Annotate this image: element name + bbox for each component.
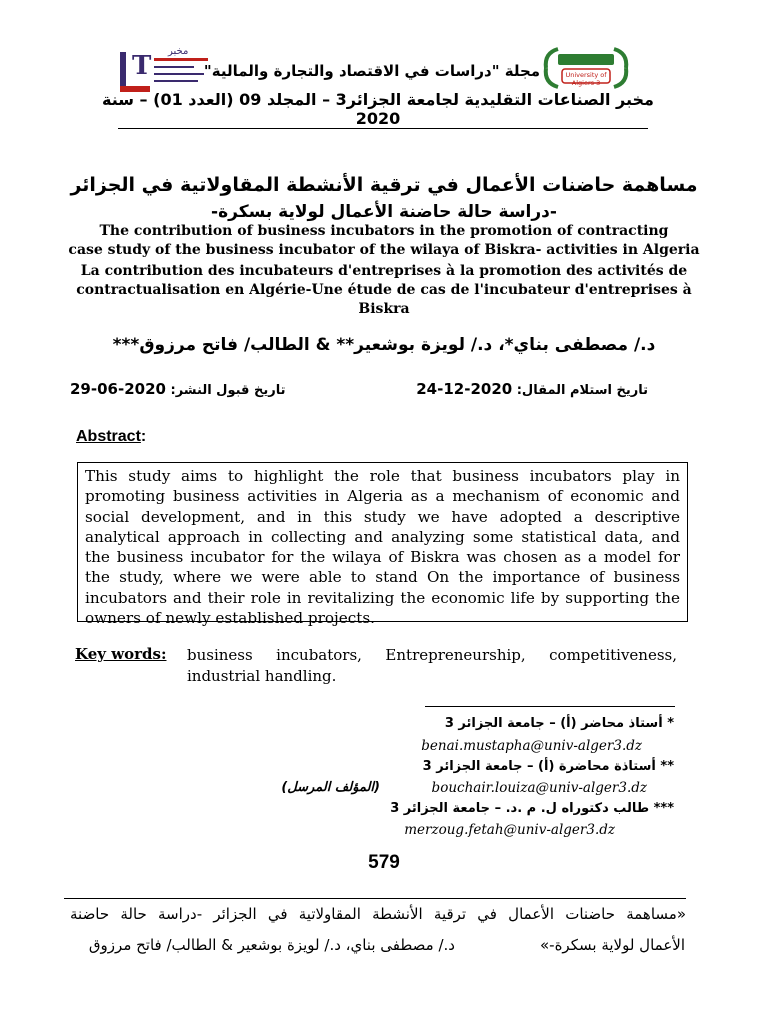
article-dates	[70, 380, 648, 398]
footnote-email-1[interactable]: benai.mustapha@univ-alger3.dz	[421, 738, 642, 754]
page-number: 579	[368, 852, 400, 873]
title-english-line: The contribution of business incubators in the promotion of contracting	[99, 223, 669, 239]
footnote-mark: ***	[653, 801, 674, 816]
abstract-text: This study aims to highlight the role that business incubators play in promoting business activities in Algeria as a mechanism of economic and social development, and in this study we have adopted a descriptive analytical approach in collecting and analyzing some statistical data, and the business incubator for the wilaya of Biskra was chosen as a model for the study, where we were able to stand On the importance of business incubators and their role in revitalizing the economic life by supporting the owners of newly established projects.	[77, 462, 688, 622]
title-arabic: مساهمة حاضنات الأعمال في ترقية الأنشطة المقاولاتية في الجزائر	[70, 174, 698, 196]
university-logo	[538, 45, 634, 91]
title-english-line: case study of the business incubator of the wilaya of Biskra- activities in Algeria	[68, 242, 700, 258]
footnote-email-2[interactable]: bouchair.louiza@univ-alger3.dz	[431, 780, 647, 796]
footnote-author-2	[250, 759, 674, 774]
running-footer-authors: د./ مصطفى بناي، د./ لويزة بوشعير & الطالب/ فاتح مرزوق	[88, 936, 455, 954]
footnote-mark: *	[667, 716, 674, 731]
title-french-line: contractualisation en Algérie-Une étude de cas de l'incubateur d'entreprises à	[76, 282, 692, 298]
footnote-author-3	[250, 801, 674, 816]
abstract-heading	[76, 428, 146, 446]
corresponding-author-note: (المؤلف المرسل)	[281, 780, 380, 795]
footnote-affiliation: أستاذة محاضرة (أ) – جامعة الجزائر 3	[422, 759, 656, 774]
university-logo-text: University of Algiers 3	[565, 71, 607, 87]
received-date-label: تاريخ استلام المقال:	[516, 383, 648, 398]
journal-title: مجلة "دراسات في الاقتصاد والتجارة والمالية"	[203, 62, 541, 80]
header-divider	[118, 128, 648, 129]
title-french	[50, 262, 718, 319]
footer-divider	[64, 898, 686, 899]
authors: د./ مصطفى بناي*، د./ لويزة بوشعير** & الطالب/ فاتح مرزوق***	[112, 335, 656, 355]
footnote-affiliation: أستاذ محاضر (أ) – جامعة الجزائر 3	[444, 716, 663, 731]
title-french-line: Biskra	[358, 301, 410, 317]
svg-text:T: T	[132, 51, 152, 81]
accepted-date	[70, 380, 285, 398]
footnote-affiliation: طالب دكتوراه ل. م .د. – جامعة الجزائر 3	[390, 801, 650, 816]
received-date-value: 2020-12-24	[416, 380, 513, 398]
lab-logo-text: مخبر	[168, 46, 189, 57]
footnote-email-3[interactable]: merzoug.fetah@univ-alger3.dz	[404, 822, 615, 838]
accepted-date-label: تاريخ قبول النشر:	[170, 383, 286, 398]
title-english	[50, 222, 718, 260]
journal-issue: مخبر الصناعات التقليدية لجامعة الجزائر3 – المجلد 09 (العدد 01) – سنة 2020	[102, 90, 654, 128]
abstract-heading-colon: :	[140, 428, 147, 445]
received-date	[416, 380, 648, 398]
title-french-line: La contribution des incubateurs d'entreprises à la promotion des activités de	[80, 263, 688, 279]
keywords-label: Key words:	[75, 645, 167, 663]
keywords-text: business incubators, Entrepreneurship, competitiveness, industrial handling.	[187, 646, 677, 685]
running-footer-title: «مساهمة حاضنات الأعمال في ترقية الأنشطة المقاولاتية في الجزائر -دراسة حالة حاضنة	[70, 905, 686, 923]
accepted-date-value: 2020-06-29	[70, 380, 166, 398]
subtitle-arabic: -دراسة حالة حاضنة الأعمال لولاية بسكرة-	[211, 202, 557, 222]
abstract-heading-label: Abstract	[76, 428, 141, 445]
footnote-author-1	[250, 716, 674, 731]
running-footer-title-end: الأعمال لولاية بسكرة-»	[539, 936, 685, 954]
footnote-mark: **	[660, 759, 674, 774]
footnote-divider	[425, 706, 675, 707]
